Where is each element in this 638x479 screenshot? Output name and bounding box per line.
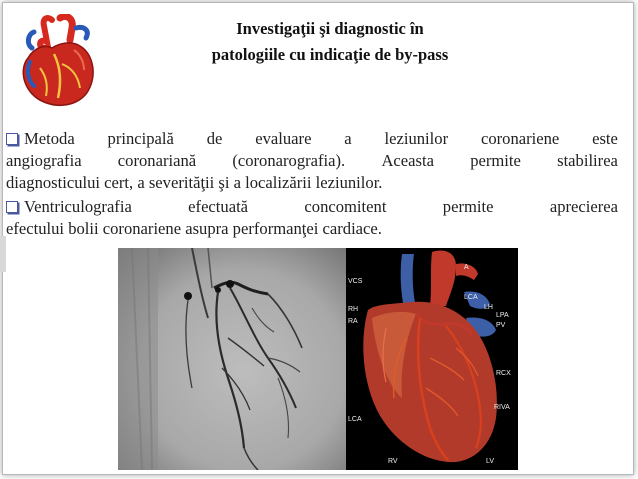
label-lh: LH [484,304,493,311]
text-word: coronariene [480,129,560,148]
heart-anatomy-icon [14,14,106,110]
checkbox-bullet-icon [6,133,18,145]
text-word: permite [442,197,494,216]
bullet-paragraph-1 [6,128,618,194]
coronary-angiogram-image [118,248,346,470]
text-word: evaluare [255,129,312,148]
text-word: principală [107,129,174,148]
text-word: angiografia [6,151,82,170]
text-word: permite [470,151,521,170]
label-lca-bottom: LCA [348,416,362,423]
text-word: coronariană [117,151,197,170]
slide-title-line-2: patologiile cu indicaţie de by-pass [211,45,449,64]
paragraph-1-line-3: diagnosticului cert, a severităţii şi a localizării leziunilor. [6,173,383,192]
text-word: Metoda [24,129,75,148]
paragraph-1-line-1 [6,128,618,150]
text-word: a [344,129,352,148]
text-word: Aceasta [381,151,434,170]
text-word: stabilirea [557,151,618,170]
heart-anatomy-diagram [346,248,518,470]
paragraph-2-line-2: efectului bolii coronariene asupra performanţei cardiace. [6,219,382,238]
bullet-word-group [6,128,75,150]
text-word: concomitent [304,197,387,216]
label-riva: RIVA [494,404,510,411]
label-lv: LV [486,458,495,465]
paragraph-2-line-1 [6,196,618,218]
label-lpa: LPA [496,312,509,319]
text-word: leziunilor [384,129,449,148]
bullet-paragraph-2 [6,196,618,240]
heart-anatomy-drawing [346,248,518,470]
label-lca-top: LCA [464,294,478,301]
slide-title-line-1: Investigaţii şi diagnostic în [236,19,424,38]
label-a: A [464,264,469,271]
text-word: aprecierea [549,197,618,216]
slide-edge-marker [0,236,6,272]
label-rh: RH [348,306,359,313]
text-word: Ventriculografia [24,197,132,216]
label-pv: PV [496,322,506,329]
label-rcx: RCX [496,370,511,377]
text-word: efectuată [188,197,249,216]
text-word: (coronarografia). [232,151,346,170]
bullet-word-group [6,196,132,218]
paragraph-1-line-2 [6,150,618,172]
text-word: de [206,129,223,148]
label-ra: RA [348,318,358,325]
text-word: este [592,129,618,148]
label-rv: RV [388,458,398,465]
label-vcs: VCS [348,278,363,285]
checkbox-bullet-icon [6,201,18,213]
